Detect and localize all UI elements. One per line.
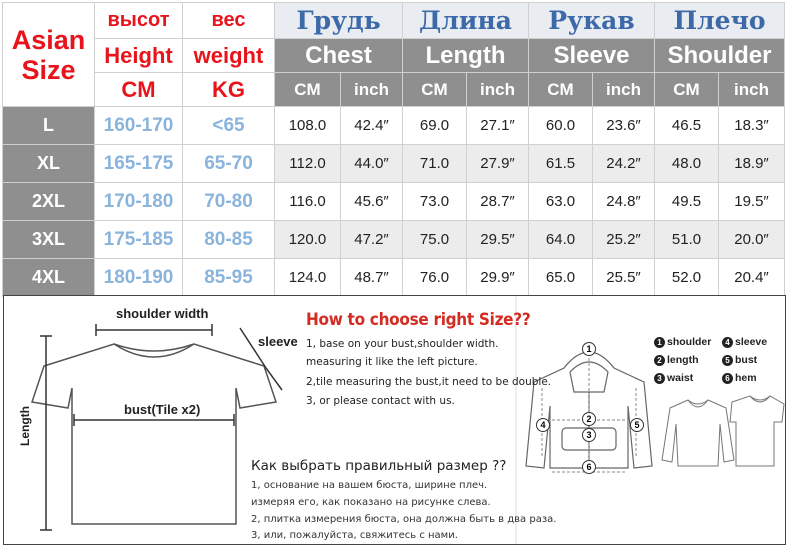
sleeve-cm-cell: 63.0 [529, 183, 593, 221]
sleeve-inch-cell: 23.6″ [593, 107, 655, 145]
bust-label: bust(Tile x2) [124, 402, 201, 417]
length-inch-cell: 28.7″ [467, 183, 529, 221]
shoulder-cm-cell: 52.0 [655, 259, 719, 297]
hoodie-marker: 1 [582, 342, 596, 356]
weight-cell: 70-80 [183, 183, 275, 221]
tee-small-drawing [730, 396, 784, 466]
chest-inch-cell: 48.7″ [341, 259, 403, 297]
height-unit: CM [95, 73, 183, 107]
weight-cell: 65-70 [183, 145, 275, 183]
legend-item [722, 354, 757, 366]
sleeve-inch-unit: inch [593, 73, 655, 107]
ru-howto-title: Как выбрать правильный размер ?? [251, 458, 507, 474]
size-label: Size [21, 54, 76, 85]
legend-number: 1 [654, 337, 665, 348]
chest-cm-unit: CM [275, 73, 341, 107]
legend-number: 4 [722, 337, 733, 348]
ru-step3: 3, или, пожалуйста, свяжитесь с нами. [251, 530, 458, 541]
sleeve-cm-cell: 61.5 [529, 145, 593, 183]
height-en-header: Height [95, 39, 183, 73]
size-cell: 2XL [3, 183, 95, 221]
measuring-guide [3, 295, 786, 545]
length-cm-unit: CM [403, 73, 467, 107]
hoodie-marker: 5 [630, 418, 644, 432]
height-cell: 175-185 [95, 221, 183, 259]
length-en-header: Length [403, 39, 529, 73]
legend-label: shoulder [667, 336, 712, 348]
hoodie-marker: 4 [536, 418, 550, 432]
chest-ru-header: Грудь [275, 3, 403, 39]
length-ru-header: Длина [403, 3, 529, 39]
sweater-drawing [662, 400, 734, 466]
chest-inch-cell: 44.0″ [341, 145, 403, 183]
length-inch-cell: 27.1″ [467, 107, 529, 145]
tshirt-drawing [32, 344, 276, 524]
legend-label: sleeve [735, 336, 768, 348]
sleeve-cm-cell: 64.0 [529, 221, 593, 259]
length-cm-cell: 73.0 [403, 183, 467, 221]
legend-number: 3 [654, 373, 665, 384]
ru-step1b: измеряя его, как показано на рисунке слева. [251, 497, 491, 508]
sleeve-inch-cell: 25.2″ [593, 221, 655, 259]
size-cell: XL [3, 145, 95, 183]
ru-step1a: 1, основание на вашем бюста, ширине плеч. [251, 480, 488, 491]
howto-title: How to choose right Size?? [306, 310, 531, 330]
legend-item [654, 354, 699, 366]
length-inch-unit: inch [467, 73, 529, 107]
length-cm-cell: 71.0 [403, 145, 467, 183]
size-row [3, 259, 785, 297]
legend-label: bust [735, 354, 758, 366]
size-cell: 3XL [3, 221, 95, 259]
legend-label: hem [735, 372, 757, 384]
legend-number: 5 [722, 355, 733, 366]
size-row [3, 107, 785, 145]
length-cm-cell: 75.0 [403, 221, 467, 259]
shoulder-width-arrow [96, 324, 212, 336]
length-inch-cell: 27.9″ [467, 145, 529, 183]
ru-step2: 2, плитка измерения бюста, она должна быть в два раза. [251, 514, 557, 525]
shoulder-cm-cell: 49.5 [655, 183, 719, 221]
shoulder-cm-cell: 51.0 [655, 221, 719, 259]
height-cell: 160-170 [95, 107, 183, 145]
howto-step2: 2,tile measuring the bust,it need to be double. [306, 376, 552, 388]
legend-item [722, 372, 757, 384]
sleeve-inch-cell: 24.2″ [593, 145, 655, 183]
asian-size-header [3, 3, 95, 107]
sleeve-inch-cell: 24.8″ [593, 183, 655, 221]
shoulder-cm-cell: 48.0 [655, 145, 719, 183]
legend-label: length [667, 354, 699, 366]
howto-step1a: 1, base on your bust,shoulder width. [306, 338, 499, 350]
sleeve-label: sleeve [258, 334, 298, 349]
weight-cell: 80-85 [183, 221, 275, 259]
legend-item [722, 336, 767, 348]
howto-step3: 3, or please contact with us. [306, 395, 455, 407]
length-cm-cell: 69.0 [403, 107, 467, 145]
legend-label: waist [667, 372, 694, 384]
shoulder-cm-cell: 46.5 [655, 107, 719, 145]
size-row [3, 183, 785, 221]
sleeve-ru-header: Рукав [529, 3, 655, 39]
sleeve-en-header: Sleeve [529, 39, 655, 73]
weight-ru-header: вес [183, 3, 275, 39]
height-cell: 170-180 [95, 183, 183, 221]
size-cell: 4XL [3, 259, 95, 297]
shoulder-inch-unit: inch [719, 73, 785, 107]
legend-item [654, 336, 711, 348]
shoulder-cm-unit: CM [655, 73, 719, 107]
size-row [3, 221, 785, 259]
height-cell: 165-175 [95, 145, 183, 183]
chest-cm-cell: 124.0 [275, 259, 341, 297]
chest-cm-cell: 116.0 [275, 183, 341, 221]
shoulder-en-header: Shoulder [655, 39, 785, 73]
shoulder-ru-header: Плечо [655, 3, 785, 39]
chest-cm-cell: 120.0 [275, 221, 341, 259]
howto-step1b: measuring it like the left picture. [306, 356, 478, 368]
length-cm-cell: 76.0 [403, 259, 467, 297]
shoulder-width-label: shoulder width [116, 306, 209, 321]
length-label: Length [18, 406, 32, 446]
weight-cell: <65 [183, 107, 275, 145]
length-inch-cell: 29.9″ [467, 259, 529, 297]
size-row [3, 145, 785, 183]
legend-item [654, 372, 693, 384]
shoulder-inch-cell: 18.9″ [719, 145, 785, 183]
length-inch-cell: 29.5″ [467, 221, 529, 259]
height-cell: 180-190 [95, 259, 183, 297]
legend-number: 2 [654, 355, 665, 366]
height-ru-header: высот [95, 3, 183, 39]
chest-inch-unit: inch [341, 73, 403, 107]
sleeve-inch-cell: 25.5″ [593, 259, 655, 297]
weight-unit: KG [183, 73, 275, 107]
legend-number: 6 [722, 373, 733, 384]
size-cell: L [3, 107, 95, 145]
shoulder-inch-cell: 19.5″ [719, 183, 785, 221]
chest-inch-cell: 47.2″ [341, 221, 403, 259]
chest-en-header: Chest [275, 39, 403, 73]
size-table [2, 2, 785, 297]
chest-cm-cell: 108.0 [275, 107, 341, 145]
asian-label: Asian [11, 24, 86, 55]
shoulder-inch-cell: 18.3″ [719, 107, 785, 145]
sleeve-cm-cell: 60.0 [529, 107, 593, 145]
sleeve-cm-unit: CM [529, 73, 593, 107]
shoulder-inch-cell: 20.0″ [719, 221, 785, 259]
weight-en-header: weight [183, 39, 275, 73]
chest-inch-cell: 42.4″ [341, 107, 403, 145]
hoodie-marker: 2 [582, 412, 596, 426]
sleeve-cm-cell: 65.0 [529, 259, 593, 297]
weight-cell: 85-95 [183, 259, 275, 297]
shoulder-inch-cell: 20.4″ [719, 259, 785, 297]
chest-inch-cell: 45.6″ [341, 183, 403, 221]
hoodie-marker: 3 [582, 428, 596, 442]
chest-cm-cell: 112.0 [275, 145, 341, 183]
hoodie-marker: 6 [582, 460, 596, 474]
